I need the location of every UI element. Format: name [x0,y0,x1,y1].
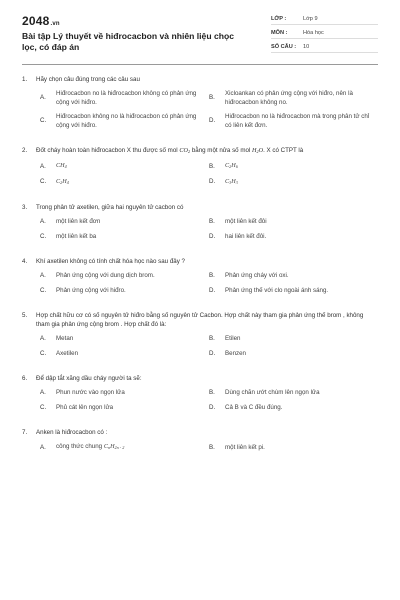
question-text: Anken là hiđrocacbon có : [36,429,108,436]
meta-key: MÔN : [271,30,288,36]
formula-part: H [62,177,67,185]
formula-part: H [231,162,236,169]
meta-row-count [271,42,378,53]
option-b[interactable] [209,389,378,398]
option-text: Etilen [225,335,241,342]
question-number: 4. [22,258,28,265]
option-text: Metan [56,335,74,342]
formula-part: H [110,443,115,450]
option-text: Hiđrocacbon no là hiđrocacbon mà trong phân tử chỉ có liên kết đơn. [225,113,370,129]
option-text: một liên kết đơn [56,218,101,225]
option-a[interactable] [40,335,209,344]
formula-part: C [225,177,230,185]
option-d[interactable] [209,233,378,242]
header-divider [22,64,378,65]
option-text: Dùng chăn ướt chùm lên ngọn lửa [225,389,320,396]
option-c[interactable] [40,178,209,188]
option-text: hai liên kết đôi. [225,232,267,240]
subscript: 4 [66,179,69,185]
options [22,335,378,364]
formula [252,147,263,154]
option-text: Axetilen [56,349,79,357]
logo-main: 2048 [22,14,50,28]
option-c[interactable] [40,233,209,242]
option-b[interactable] [209,162,378,172]
formula-part: CO [179,147,188,154]
option-letter: B. [209,443,215,451]
option-b[interactable] [209,335,378,344]
option-a[interactable] [40,90,209,107]
option-b[interactable] [209,90,378,107]
option-letter: B. [209,272,215,279]
question-3 [22,203,378,247]
option-d[interactable] [209,113,378,130]
option-c[interactable] [40,287,209,296]
option-letter: C. [40,349,47,357]
option-formula [56,178,203,188]
meta-row-subject [271,28,378,39]
option-d[interactable] [209,287,378,296]
subscript: 2 [256,149,259,154]
option-text: Phản ứng cộng với hiđro. [56,286,126,294]
question-4 [22,257,378,301]
formula [104,443,124,450]
subscript: 2 [188,149,191,154]
question-2 [22,146,378,193]
meta-value: 10 [303,44,310,50]
header-left [22,14,247,62]
question-7 [22,428,378,459]
option-a[interactable] [40,162,209,172]
formula-part: C [56,177,61,185]
document-title: Bài tập Lý thuyết về hiđrocacbon và nhiên liệu chọc lọc, có đáp án [22,31,235,52]
option-letter: A. [40,94,46,102]
option-text: một liên kết đôi [225,218,267,225]
option-letter: D. [209,232,216,240]
option-a[interactable] [40,218,209,227]
text-part: bằng một nửa số mol [190,147,253,154]
question-text: Khí axetilen không có tính chất hóa học nào sau đây ? [36,258,185,265]
question-number: 1. [22,76,28,83]
site-logo[interactable] [22,14,247,28]
option-text: Hiđrocacbon không no là hiđrocacbon có phản ứng cộng với hiđro. [56,113,197,129]
option-letter: C. [40,232,47,240]
option-a[interactable] [40,443,209,453]
meta-key: LỚP : [271,16,287,22]
text-part: Đốt cháy hoàn toàn hiđrocacbon X thu được số mol [36,147,180,154]
formula-part: H [252,147,257,154]
question-number: 7. [22,429,28,436]
options [22,443,378,459]
formula-part: CH [56,162,65,169]
formula-part: H [231,177,236,185]
subscript: 2 [229,164,232,169]
question-text: Để dập tắt xăng dầu cháy người ta sẽ: [36,375,142,382]
option-text: Benzen [225,349,246,357]
option-letter: D. [209,286,216,294]
question-1 [22,75,378,136]
option-text: Hiđrocacbon no là hiđrocacbon không có phản ứng cộng với hiđro. [56,90,197,106]
meta-value: Lớp 9 [303,16,318,22]
option-b[interactable] [209,272,378,281]
text-part: công thức chung [56,443,104,450]
logo-tld: .vn [50,21,60,27]
option-letter: D. [209,403,216,411]
question-text: Hãy chọn câu đúng trong các câu sau [36,76,140,83]
subscript: 2 [60,179,63,185]
subscript: 4 [64,164,67,169]
option-letter: A. [40,335,46,342]
option-text: một liên kết pi. [225,443,265,451]
subscript: 3 [235,179,238,185]
option-letter: C. [40,403,47,411]
option-letter: B. [209,162,215,170]
option-letter: C. [40,286,47,294]
question-number: 2. [22,147,28,154]
option-formula [225,162,372,172]
option-d[interactable] [209,350,378,359]
option-letter: B. [209,389,215,396]
formula-part: O [258,147,264,154]
header [22,0,378,62]
option-letter: A. [40,218,46,225]
question-number: 6. [22,375,28,382]
question-text: Hợp chất hữu cơ có số nguyên tử hiđro bằng số nguyên tử Cacbon. Hợp chất này tham gia phản ứng thế brom , không tham gia phản ứng cộng brom . Hợp chất đó là: [36,312,364,328]
option-letter: B. [209,335,215,342]
formula [179,147,190,154]
option-formula [56,162,203,172]
question-number: 5. [22,312,28,319]
option-letter: D. [209,349,216,357]
option-letter: D. [209,117,216,125]
question-5 [22,311,378,364]
option-a[interactable] [40,272,209,281]
option-text: Phản ứng thế với clo ngoài ánh sáng. [225,286,329,294]
options [22,218,378,247]
option-letter: B. [209,218,215,225]
subscript: 2n - 2 [114,445,125,450]
option-a[interactable] [40,389,209,398]
question-number: 3. [22,204,28,211]
option-c[interactable] [40,113,209,130]
options [22,162,378,193]
option-d[interactable] [209,178,378,188]
meta-value: Hóa học [303,30,324,36]
option-c[interactable] [40,404,209,413]
text-part: . X có CTPT là [263,147,304,154]
subscript: 3 [229,179,232,185]
meta-key: SỐ CÂU : [271,44,297,50]
option-text: Phun nước vào ngọn lửa [56,389,125,396]
option-letter: A. [40,443,46,451]
option-text: Phản ứng cộng với dung dịch brom. [56,272,155,279]
option-letter: D. [209,178,216,185]
options [22,389,378,418]
option-letter: A. [40,162,46,170]
meta-row-class [271,14,378,25]
option-c[interactable] [40,350,209,359]
meta-info [271,14,378,62]
option-b[interactable] [209,443,378,453]
option-letter: A. [40,389,46,396]
option-letter: C. [40,178,47,185]
option-formula [225,178,372,188]
question-text [36,146,378,156]
option-text: Cả B và C đều đúng. [225,403,283,411]
formula-part: C [103,443,108,450]
option-letter: B. [209,94,215,102]
option-text [56,443,203,453]
option-letter: A. [40,272,46,279]
option-b[interactable] [209,218,378,227]
option-d[interactable] [209,404,378,413]
formula-part: C [225,162,230,169]
question-6 [22,374,378,418]
question-text: Trong phân tử axetilen, giữa hai nguyên tử cacbon có [36,204,184,211]
options [22,90,378,136]
option-text: một liên kết ba [56,232,97,240]
subscript: n [107,445,111,450]
subscript: 6 [235,164,238,169]
options [22,272,378,301]
option-text: Phản ứng cháy với oxi. [225,272,289,279]
option-text: Phủ cát lên ngọn lửa [56,403,114,411]
option-text: Xicloankan có phản ứng cộng với hiđro, nên là hiđrocacbon không no. [225,90,353,106]
option-letter: C. [40,117,47,125]
